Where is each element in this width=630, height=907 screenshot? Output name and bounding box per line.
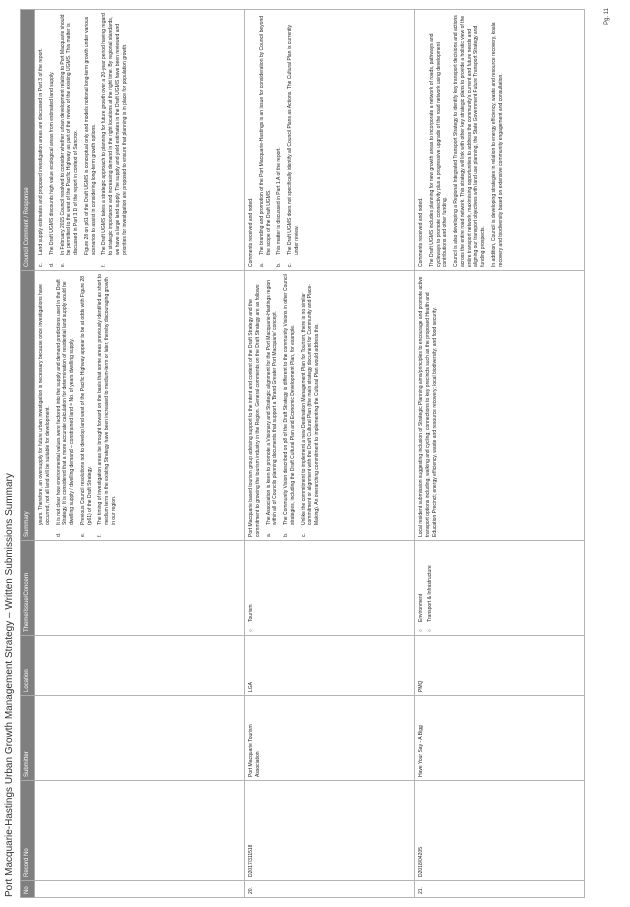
- theme-list: [418, 544, 434, 632]
- submitter-cell: Port Macquarie Tourism Association: [245, 696, 415, 781]
- response-list: [38, 13, 128, 267]
- list-item: c. Unlike the commitment to implement a new Destination Management Plan for Tourism, there is no similar commitment or alignment with the Draft Cultural Plan (the main strategy document for Community and Place-Making). An overarching commitment to implementing the Cultural Plan would address this.: [300, 284, 320, 537]
- response-paragraph: Comments received and noted.: [418, 197, 424, 267]
- table-row: [415, 10, 585, 898]
- list-item: e. Previous Council resolutions not to develop land west of the Pacific Highway appear to be at odds with Figure 28 (p61) of the Draft Strategy.: [79, 275, 93, 537]
- response-lead: Comments received and noted.: [248, 197, 254, 267]
- list-item: b. This matter is discussed in Part 1.A of the report.: [276, 147, 283, 267]
- list-item: ○ Transport & Infrastructure: [426, 565, 433, 632]
- summary-cell: [245, 271, 415, 541]
- bullet-circle-icon: ○: [426, 628, 433, 632]
- bullet-circle-icon: ○: [248, 628, 254, 632]
- response-paragraph: In addition, Council is developing strategies in relation to energy efficiency, waste and resource recovery, koala recovery and biodiversity based on extensive community engagement and consultation.: [490, 22, 504, 267]
- location-cell: [35, 636, 245, 696]
- list-item: ○ Environment: [418, 593, 424, 632]
- response-cell: [245, 10, 415, 271]
- summary-lead: Port Macquarie based tourism group advising support to the intent and content of the Draft Strategy and the commitment to growing the tourism industry in the Region. General comments on the Draft Strategy are as follows:: [248, 283, 261, 537]
- col-no: No: [21, 881, 35, 898]
- col-summary: Summary: [21, 271, 35, 541]
- list-item: c. Land supply estimates and proposed investigation areas are discussed in Part 3 of the report.: [38, 48, 44, 267]
- record-cell: D2018/04205: [415, 781, 585, 881]
- list-item: d. It is not clear how environmental values were factored into the supply and demand predictions used in the Draft Strategy. It is considered that a more accurate calculation for determination of residential land supply would be dwelling supply / dwelling demand – constrained land = No. of years dwelling supply.: [55, 279, 75, 537]
- list-item: b. The Community Vision described on p8 of the Draft Strategy is different to the community Visions in other Council strategies, including the Draft Cultural Plan and Economic Development Plan, for example.: [283, 274, 296, 537]
- page-title: Port Macquarie-Hastings Urban Growth Management Strategy – Written Submissions Summary: [4, 473, 15, 897]
- submissions-table: [20, 9, 585, 898]
- col-record-no: Record No: [21, 781, 35, 881]
- summary-cell: [35, 271, 245, 541]
- col-theme: Theme/Issue/Concern: [21, 541, 35, 636]
- location-cell: LGA: [245, 636, 415, 696]
- record-cell: [35, 781, 245, 881]
- list-item: a. The branding and promotion of the Port Macquarie-Hastings is an issue for consideration by Council beyond the scope of the Draft UGMS.: [258, 15, 272, 267]
- summary-cell: [415, 271, 585, 541]
- no-cell: [35, 881, 245, 898]
- page-number: Pg. 11: [604, 8, 610, 25]
- submitter-cell: Have Your Say - A Bigg: [415, 696, 585, 781]
- response-paragraph: The Draft UGMS includes planning for new growth areas to incorporate a network of roads, pathways and cycleways to promote connectivity plus a progressive upgrade of the road network using development contributions and other funding.: [428, 33, 449, 267]
- response-cell: [35, 10, 245, 271]
- list-item: f. The timing of investigation areas be brought forward on the basis that some areas previously identified as short to medium term in the existing Strategy have been increased to medium-term or later, thereby discouraging growth in our region.: [97, 274, 117, 537]
- summary-list: [56, 274, 118, 537]
- list-item: c. The Draft UGMS does not specifically identify all Council Plans as Actions. The Cultural Plan is currently under review.: [287, 24, 300, 267]
- list-item: a. The Association is keen to promote a Visionary and Strategic alignment for the Port Macquarie-Hastings region within all of Councils planning documents that support a 'Brand Greater Port Macquarie' concept.: [265, 279, 279, 537]
- col-submitter: Submitter: [21, 696, 35, 781]
- response-paragraph: Council is also developing a Regional Integrated Transport Strategy to identify key transport decisions and actions across the entire road network. This strategy will link with other key strategic plans to provide a holistic view of the entire transport network, maximising opportunities to address the community's current and future needs and aligning our transport objectives with land use planning, the State Government Future Transport Strategy and funding prospects.: [453, 15, 486, 267]
- no-cell: 20.: [245, 881, 415, 898]
- theme-cell: [415, 541, 585, 636]
- response-list: [259, 13, 301, 267]
- header-row: [21, 10, 35, 898]
- theme-cell: [245, 541, 415, 636]
- summary-lead: years. Therefore, an oversupply for future urban investigation is necessary because once investigations have occurred, not all land will be suitable for development.: [38, 284, 51, 525]
- list-item: ○ Tourism: [248, 604, 254, 632]
- list-item: Figure 28 on p61 of the Draft UGMS is conceptual only and models notional long-term growth under various scenarios to assist in considering long-term growth options.: [83, 16, 97, 255]
- location-cell: PMQ: [415, 636, 585, 696]
- theme-cell: [35, 541, 245, 636]
- summary-text: Local resident submission suggesting inclusion of Strategic Planning aims/principles to encourage and promote active transport options including, walking and cycling; connections to key precincts such as the proposed Health and Education Precinct; energy efficiency, waste and resource recovery; local biodiversity; and food security.: [418, 276, 438, 537]
- list-item: d. The Draft UGMS discounts high value ecological areas from estimated land supply.: [48, 71, 55, 267]
- col-response: Council Comment / Response: [21, 10, 35, 271]
- table-row: [245, 10, 415, 898]
- col-location: Location: [21, 636, 35, 696]
- record-cell: D2017/311518: [245, 781, 415, 881]
- theme-list: [248, 544, 255, 632]
- submitter-cell: [35, 696, 245, 781]
- list-item: e. In February 2015 Council resolved to consider whether urban development relating to Port Macquarie should be permitted to the west of the Pacific Highway as part of the review of the existing UGMS. This matter is discussed in Part 3.D of the report in context of Sancrox.: [59, 14, 79, 267]
- list-item: f. The Draft UGMS takes a strategic approach to planning for future growth over a 20-year period having regard to strategic importance and increasing demand in the right locations at the right time. By regional standards, we have a large land supply. The supply and yield estimates in the Draft UGMS have been reviewed and priorities for investigation are proposed to ensure that planning is in place for population growth.: [101, 13, 128, 267]
- response-cell: [415, 10, 585, 271]
- table-row: [35, 10, 245, 898]
- no-cell: 21.: [415, 881, 585, 898]
- summary-list: [266, 274, 321, 537]
- bullet-circle-icon: ○: [418, 628, 424, 632]
